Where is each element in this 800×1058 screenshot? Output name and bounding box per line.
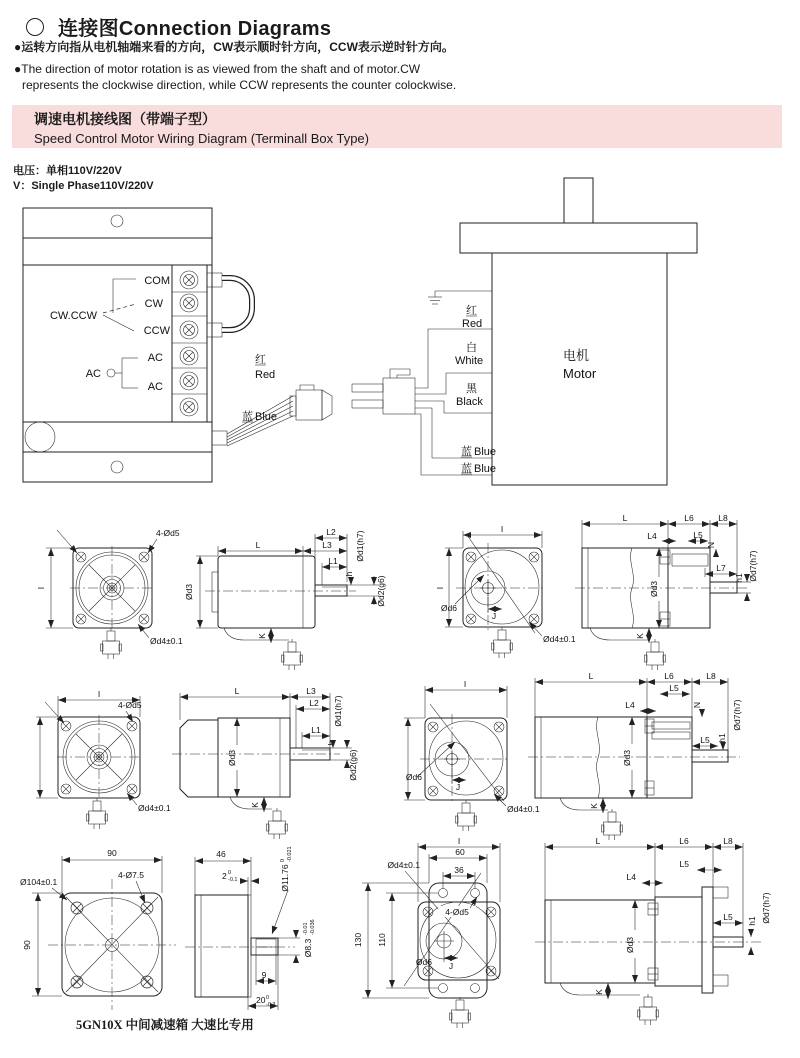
svg-text:0: 0 <box>280 858 286 862</box>
dim-label-depth46: 46 <box>216 849 226 859</box>
wiring-controller-box <box>23 208 332 482</box>
dim-label-l3: L3 <box>306 686 316 696</box>
dim-label-boss-len: 2 <box>222 871 227 881</box>
dim-label-l7: L7 <box>716 563 726 573</box>
dim-label-d3: Ød3 <box>184 583 194 601</box>
dim-label-k: K <box>635 633 645 639</box>
dim-label-n: N <box>706 541 716 549</box>
lead-connector-icon <box>456 800 477 831</box>
circle-bullet-icon <box>26 18 44 36</box>
figure-flanged-gearmotor <box>353 836 771 1028</box>
dim-label-l8: L8 <box>723 836 733 846</box>
dim-label-l1: L1 <box>311 725 321 735</box>
dim-label-mount-holes: 4-Ød5 <box>445 907 469 917</box>
dim-label-pilot: Ød4±0.1 <box>543 634 576 644</box>
dim-label-k: K <box>257 633 267 639</box>
dim-label-shaft-len: 20 <box>256 995 266 1005</box>
lead-connector-icon <box>101 628 122 659</box>
dim-tol: 0 <box>228 870 232 876</box>
dim-label-130: 130 <box>353 932 363 948</box>
lead-label-blue1-cn: 蓝 <box>461 446 472 458</box>
dim-label-l4: L4 <box>626 872 636 882</box>
dim-label-d3: Ød3 <box>625 936 635 954</box>
cable-label-blue-cn: 蓝 <box>242 411 253 423</box>
terminal-strip <box>172 265 207 422</box>
svg-text:-0.01: -0.01 <box>303 922 309 935</box>
dim-tol: 0 <box>266 995 270 1001</box>
dim-label-l8: L8 <box>718 513 728 523</box>
note-rotation-cn: ●运转方向指从电机轴端来看的方向，CW表示顺时针方向，CCW表示逆时针方向。 <box>14 40 454 54</box>
dim-label-frame: I <box>36 586 46 590</box>
dim-label-l: L <box>234 686 240 696</box>
dim-label-l5b: L5 <box>700 735 710 745</box>
dim-tol: -0.3 <box>266 1002 276 1008</box>
motor-label-en: Motor <box>563 366 597 381</box>
lead-connector-icon <box>645 639 666 670</box>
dim-label-key9: 9 <box>261 970 267 980</box>
lead-label-black-en: Black <box>456 396 483 408</box>
dim-label-l2: L2 <box>309 698 319 708</box>
dim-label-d7: Ød7(h7) <box>748 550 758 582</box>
figure-gearmotor-hollow <box>435 513 758 670</box>
dim-label-h1: h1 <box>747 916 757 926</box>
dim-label-pilot: Ød4±0.1 <box>138 803 171 813</box>
dim-label-j: J <box>455 782 461 792</box>
terminal-label-ac2: AC <box>147 381 163 393</box>
dim-label-l5b: L5 <box>723 912 733 922</box>
lead-label-red-cn: 红 <box>466 305 477 317</box>
lead-connector-icon <box>602 809 623 840</box>
cable-plug-female <box>352 369 415 414</box>
figure-gearmotor-hollow-long <box>404 671 742 840</box>
dim-label-l4: L4 <box>625 700 635 710</box>
terminal-screws <box>172 271 207 416</box>
cable-label-red-cn: 红 <box>255 354 266 366</box>
voltage-en: V：Single Phase110V/220V <box>13 179 154 192</box>
dim-label-k: K <box>594 989 604 995</box>
dim-label-pilot: Ød4±0.1 <box>507 804 540 814</box>
dim-label-l6: L6 <box>684 513 694 523</box>
dim-label-l: L <box>588 671 594 681</box>
dim-label-d2: Ød2(g6) <box>376 575 386 607</box>
dim-label-h: h <box>326 740 336 746</box>
figure-motor-round-shaft <box>36 527 386 670</box>
dim-label-l4: L4 <box>647 531 657 541</box>
voltage-cn: 电压：单相110V/220V <box>13 165 122 177</box>
figure-gearbox-side <box>185 846 316 1010</box>
terminal-label-com: COM <box>144 275 170 287</box>
dim-label-l5: L5 <box>669 683 679 693</box>
dim-label-h1: h1 <box>734 573 744 583</box>
lead-connector-icon <box>267 808 288 839</box>
svg-text:Ø11.76: Ø11.76 <box>280 864 290 892</box>
dim-label-d7: Ød7(h7) <box>732 699 742 731</box>
dim-label-frame: I <box>97 689 101 699</box>
ac-source-label: AC <box>85 368 101 380</box>
lead-connector-icon <box>638 994 659 1025</box>
dim-label-d1: Ød1(h7) <box>355 530 365 562</box>
dim-label-width90: 90 <box>107 848 117 858</box>
figure-gearmotor-keyed <box>36 686 358 839</box>
section-title-cn: 调速电机接线图（带端子型） <box>34 111 216 127</box>
dim-label-60: 60 <box>455 847 465 857</box>
figure-gearbox-front <box>20 848 176 1010</box>
lead-label-blue1-en: Blue <box>474 446 497 458</box>
dim-label-k: K <box>250 802 260 808</box>
note-rotation-en-line1: ●The direction of motor rotation is as viewed from the shaft and of motor.CW <box>14 62 421 76</box>
dim-label-d6: Ød6 <box>415 957 432 967</box>
dim-label-l: L <box>595 836 601 846</box>
dim-label-d6: Ød6 <box>440 603 457 613</box>
dim-label-l5: L5 <box>679 859 689 869</box>
dim-label-holes75: 4-Ø7.5 <box>118 870 144 880</box>
dim-label-l3: L3 <box>322 540 332 550</box>
cable-label-red-en: Red <box>255 369 276 381</box>
lead-label-blue2-cn: 蓝 <box>461 463 472 475</box>
terminal-label-ccw: CCW <box>143 325 170 337</box>
dim-label-n: N <box>692 701 702 709</box>
selector-label: CW.CCW <box>49 310 97 322</box>
mounting-hole-icon <box>111 215 123 227</box>
ground-icon <box>428 291 492 304</box>
dim-label-j: J <box>491 611 497 621</box>
note-rotation-en-line2: represents the clockwise direction, while CCW represents the counter colockwise. <box>22 78 457 92</box>
cable-label-blue-en: Blue <box>255 411 278 423</box>
dim-label-mount-holes: 4-Ød5 <box>156 528 180 538</box>
page-header <box>26 12 331 41</box>
dim-label-l5: L5 <box>693 530 703 540</box>
dim-label-d1: Ød1(h7) <box>333 695 343 727</box>
dim-label-l8: L8 <box>706 671 716 681</box>
section-header <box>12 105 782 148</box>
dim-label-l: L <box>255 540 261 550</box>
lead-connector-icon <box>492 627 513 658</box>
lead-connector-icon <box>450 997 471 1028</box>
dim-label-frame: I <box>500 524 504 534</box>
dim-label-k: K <box>589 803 599 809</box>
dim-label-l6: L6 <box>664 671 674 681</box>
dim-label-d3: Ød3 <box>622 749 632 767</box>
dim-label-boss-dia <box>280 846 293 891</box>
dim-label-36: 36 <box>454 865 464 875</box>
dim-label-shaft-dia <box>303 919 316 957</box>
lead-label-blue2-en: Blue <box>474 463 497 475</box>
dim-label-pilot: Ød4±0.1 <box>387 860 420 870</box>
wiring-motor <box>352 178 697 485</box>
lead-label-white-en: White <box>455 355 484 367</box>
dim-label-mount-holes: 4-Ød5 <box>118 700 142 710</box>
dim-label-d6: Ød6 <box>405 772 422 782</box>
dim-label-l: L <box>622 513 628 523</box>
cable-plug-male <box>290 385 332 420</box>
lead-label-white-cn: 白 <box>466 342 477 354</box>
motor-outline <box>460 178 697 485</box>
dim-label-pilot104: Ø104±0.1 <box>20 877 58 887</box>
ac-source-lines <box>107 358 138 388</box>
mounting-hole-icon <box>111 461 123 473</box>
dim-label-frame: I <box>463 679 467 689</box>
dim-label-frame: I <box>457 836 461 846</box>
svg-text:-0.036: -0.036 <box>310 919 316 935</box>
lead-connector-icon <box>87 798 108 829</box>
selector-lines <box>103 279 136 331</box>
section-title-en: Speed Control Motor Wiring Diagram (Terminall Box Type) <box>34 131 369 146</box>
dim-label-l6: L6 <box>679 836 689 846</box>
diagrams-canvas <box>0 168 800 1058</box>
dim-label-d3: Ød3 <box>649 580 659 598</box>
dim-tol: -0.1 <box>228 877 238 883</box>
ac-source-icon <box>107 369 115 377</box>
terminal-label-cw: CW <box>144 298 163 310</box>
svg-text:Ø8.3: Ø8.3 <box>303 938 313 958</box>
dim-label-l2: L2 <box>326 527 336 537</box>
grommet-hole-icon <box>25 422 55 452</box>
dim-label-110: 110 <box>377 933 387 947</box>
lead-label-red-en: Red <box>462 318 483 330</box>
dim-label-d3: Ød3 <box>227 749 237 767</box>
dim-label-j: J <box>448 961 454 971</box>
dim-label-h: h <box>344 571 354 577</box>
dim-label-h1: h1 <box>717 733 727 743</box>
dim-label-d2: Ød2(g6) <box>348 749 358 781</box>
terminal-label-ac1: AC <box>147 352 163 364</box>
footer-note: 5GN10X 中间减速箱 大速比专用 <box>76 1018 254 1032</box>
lead-label-black-cn: 黑 <box>466 383 477 395</box>
svg-text:-0.021: -0.021 <box>287 846 293 862</box>
dim-label-height90: 90 <box>22 940 32 950</box>
dim-label-frame: I <box>435 586 445 590</box>
dim-label-l1: L1 <box>328 556 338 566</box>
dim-label-pilot: Ød4±0.1 <box>150 636 183 646</box>
lead-connector-icon <box>282 639 303 670</box>
motor-label-cn: 电机 <box>563 348 590 363</box>
page-title: 连接图Connection Diagrams <box>58 18 332 40</box>
dim-label-d7: Ød7(h7) <box>761 892 771 924</box>
